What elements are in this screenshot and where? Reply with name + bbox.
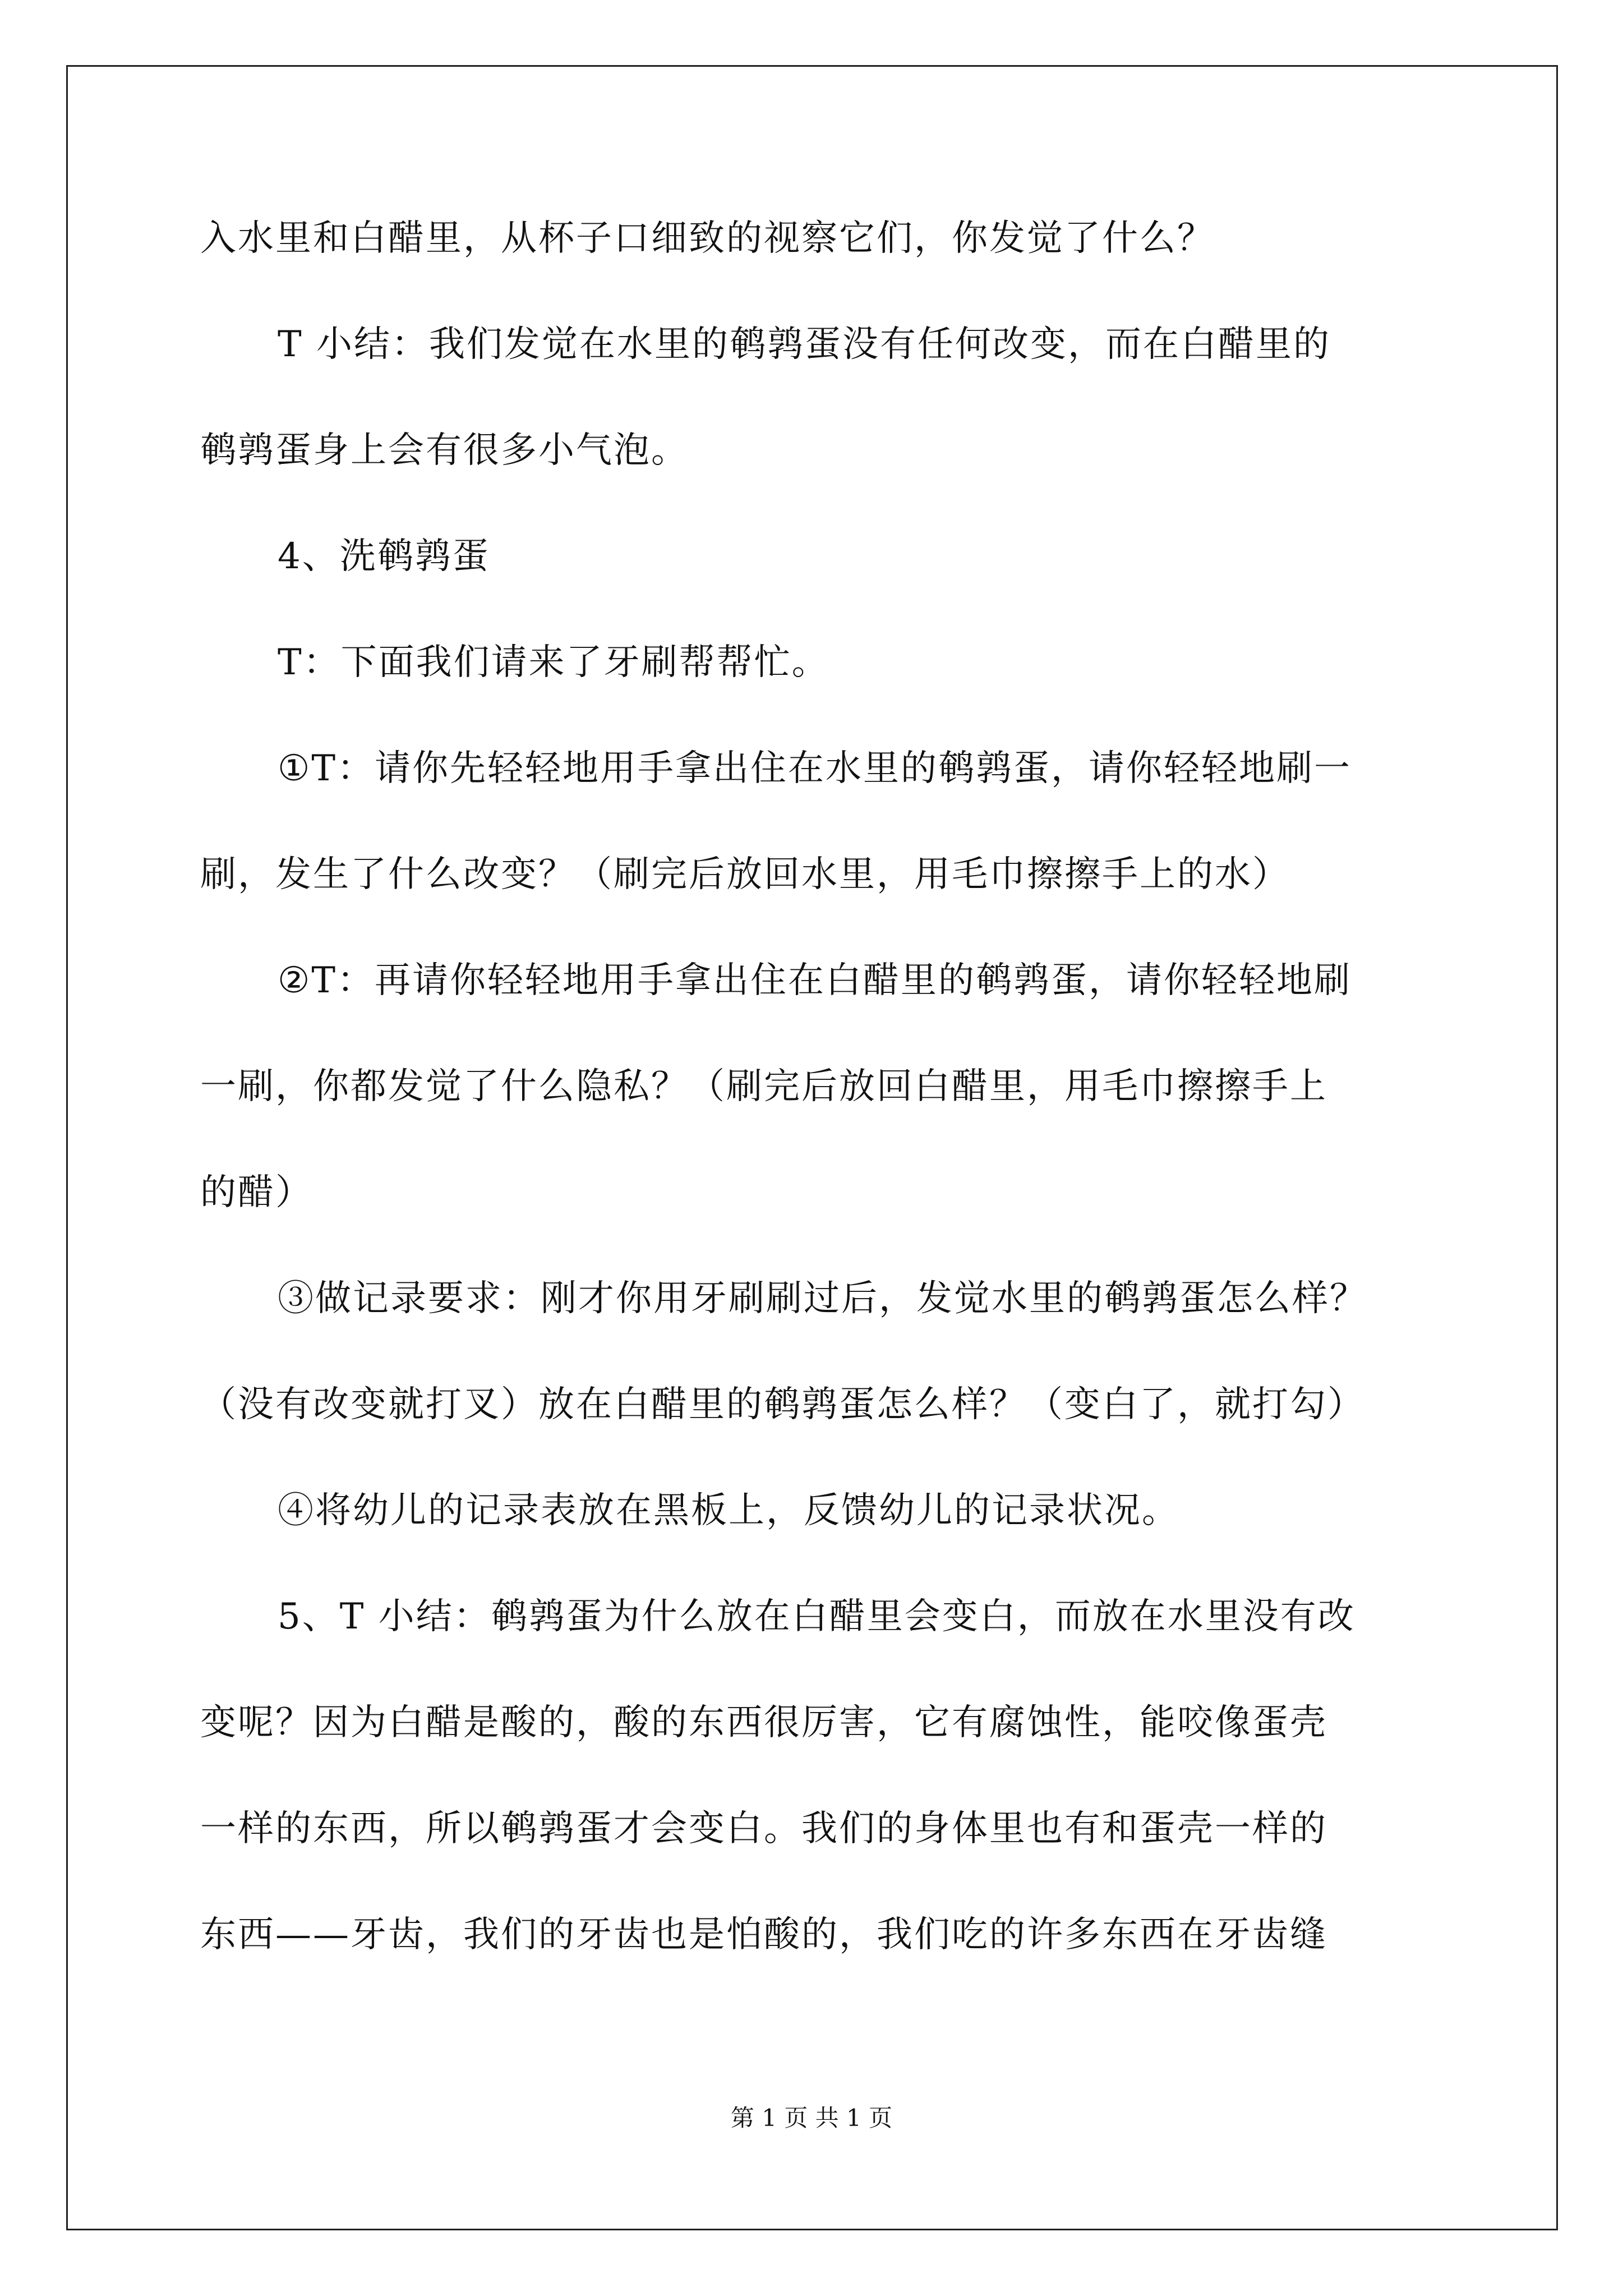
text-line: 一刷，你都发觉了什么隐私？（刷完后放回白醋里，用毛巾擦擦手上 xyxy=(200,1066,1327,1107)
page-number: 第 1 页 共 1 页 xyxy=(730,2104,893,2132)
text-line: ④将幼儿的记录表放在黑板上，反馈幼儿的记录状况。 xyxy=(278,1490,1179,1531)
text-line: 刷，发生了什么改变？（刷完后放回水里，用毛巾擦擦手上的水） xyxy=(200,854,1290,895)
text-line: T：下面我们请来了牙刷帮帮忙。 xyxy=(278,642,829,683)
text-line: 鹌鹑蛋身上会有很多小气泡。 xyxy=(200,430,689,471)
text-line: 入水里和白醋里，从杯子口细致的视察它们，你发觉了什么？ xyxy=(200,218,1215,259)
text-line: T 小结：我们发觉在水里的鹌鹑蛋没有任何改变，而在白醋里的 xyxy=(278,324,1331,365)
text-line: ③做记录要求：刚才你用牙刷刷过后，发觉水里的鹌鹑蛋怎么样？ xyxy=(278,1278,1367,1319)
text-line: 的醋） xyxy=(200,1172,313,1213)
text-line: 一样的东西，所以鹌鹑蛋才会变白。我们的身体里也有和蛋壳一样的 xyxy=(200,1808,1327,1849)
page-border xyxy=(66,65,1558,2230)
text-line: ②T：再请你轻轻地用手拿出住在白醋里的鹌鹑蛋，请你轻轻地刷 xyxy=(278,960,1352,1001)
text-line: 5、T 小结：鹌鹑蛋为什么放在白醋里会变白，而放在水里没有改 xyxy=(278,1596,1355,1637)
text-line: （没有改变就打叉）放在白醋里的鹌鹑蛋怎么样？（变白了，就打勾） xyxy=(200,1384,1365,1425)
text-line: 东西——牙齿，我们的牙齿也是怕酸的，我们吃的许多东西在牙齿缝 xyxy=(200,1914,1327,1955)
text-line: 变呢？因为白醋是酸的，酸的东西很厉害，它有腐蚀性，能咬像蛋壳 xyxy=(200,1702,1327,1743)
text-line: ①T：请你先轻轻地用手拿出住在水里的鹌鹑蛋，请你轻轻地刷一 xyxy=(278,748,1352,789)
section-heading: 4、洗鹌鹑蛋 xyxy=(278,536,490,577)
